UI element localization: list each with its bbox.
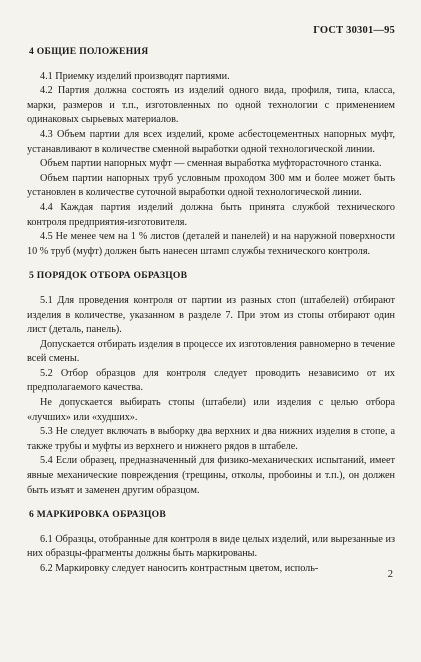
paragraph-4-3: 4.3 Объем партии для всех изделий, кроме асбестоцементных напорных муфт, устанавливают в количестве сменной выработки одной технологической линии. [27, 128, 395, 155]
paragraph-5-2-note: Не допускается выбирать стопы (штабели) или изделия с целью отбора «лучших» или «худших». [27, 397, 395, 423]
paragraph-5-2: 5.2 Отбор образцов для контроля следует проводить независимо от их предполагаемого качества. [27, 367, 395, 394]
paragraph-5-4: 5.4 Если образец, предназначенный для физико-механических испытаний, имеет явные механические повреждения (трещины, отколы, пробоины и т.п.), он должен быть изъят и заменен другим образцом. [27, 455, 395, 496]
paragraph-4-3-couplings: Объем партии напорных муфт — сменная выработка муфторасточного станка. [40, 158, 382, 170]
paragraph-4-3-pipes: Объем партии напорных труб условным проходом 300 мм и более может быть установлен в количестве суточной выработки одной технологической линии. [27, 172, 395, 199]
document-body [27, 43, 395, 577]
page-number: 2 [387, 569, 393, 580]
paragraph-5-1-note: Допускается отбирать изделия в процессе их изготовления равномерно в течение всей смены. [27, 338, 395, 365]
paragraph-4-5: 4.5 Не менее чем на 1 % листов (деталей и панелей) и на наружной поверхности 10 % труб (муфт) должен быть нанесен штамп службы технического контроля. [27, 231, 395, 257]
paragraph-4-4: 4.4 Каждая партия изделий должна быть принята службой технического контроля предприятия-изготовителя. [27, 201, 395, 228]
paragraph-6-1: 6.1 Образцы, отобранные для контроля в виде целых изделий, или вырезанные из них образцы-фрагменты должны быть маркированы. [27, 533, 395, 560]
section-title-general: 4 ОБЩИЕ ПОЛОЖЕНИЯ [29, 46, 149, 57]
standard-header: ГОСТ 30301—95 [313, 25, 395, 36]
section-title-sampling: 5 ПОРЯДОК ОТБОРА ОБРАЗЦОВ [29, 270, 188, 282]
paragraph-4-1: 4.1 Приемку изделий производят партиями. [40, 70, 230, 82]
paragraph-5-3: 5.3 Не следует включать в выборку два верхних и два нижних изделия в стопе, а также трубы и муфты из верхнего и нижнего рядов в штабеле. [27, 426, 395, 452]
paragraph-4-2: 4.2 Партия должна состоять из изделий одного вида, профиля, типа, класса, марки, размеров и т.п., изготовленных по одной технологии с применением одинаковых сырьевых материалов. [27, 85, 395, 126]
paragraph-6-2: 6.2 Маркировку следует наносить контрастным цветом, исполь- [40, 563, 319, 574]
paragraph-5-1: 5.1 Для проведения контроля от партии из разных стоп (штабелей) отбирают изделия в количестве, указанном в разделе 7. При этом из стопы отбирают один лист (деталь, панель). [27, 294, 395, 336]
section-title-marking: 6 МАРКИРОВКА ОБРАЗЦОВ [29, 509, 167, 521]
